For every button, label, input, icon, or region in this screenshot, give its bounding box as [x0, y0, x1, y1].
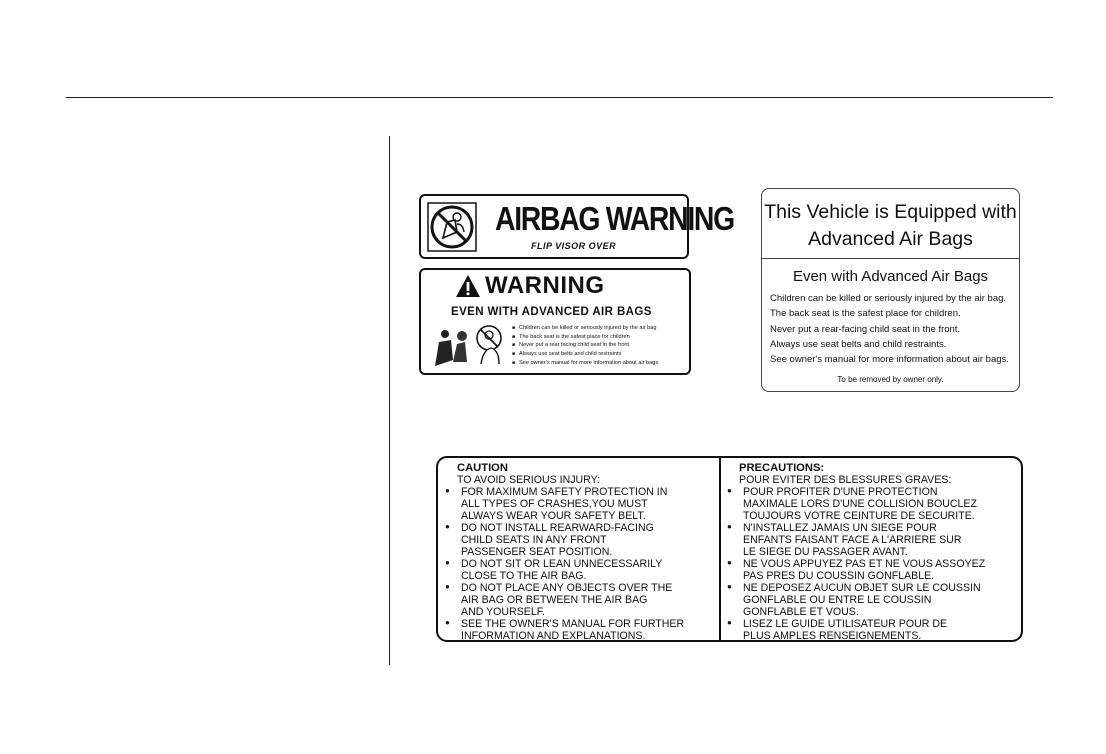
precautions-heading: PRECAUTIONS:	[739, 462, 825, 474]
warning-header	[455, 272, 605, 300]
caution-label	[436, 456, 1023, 642]
list-item: ● POUR PROFITER D'UNE PROTECTION MAXIMALE LORS D'UNE COLLISION BOUCLEZ TOUJOURS VOTRE CEINTURE DE SECURITE.	[727, 486, 985, 522]
child-seat-illustration-icon	[429, 322, 509, 370]
equipped-divider	[762, 258, 1019, 259]
caution-heading: CAUTION	[457, 462, 508, 474]
list-item: ● DO NOT PLACE ANY OBJECTS OVER THE AIR BAG OR BETWEEN THE AIR BAG AND YOURSELF.	[445, 582, 684, 618]
warning-label	[419, 268, 691, 375]
list-item: The back seat is the safest place for children.	[770, 308, 961, 320]
warning-subtitle: EVEN WITH ADVANCED AIR BAGS	[451, 306, 652, 318]
list-item: ● FOR MAXIMUM SAFETY PROTECTION IN ALL TYPES OF CRASHES,YOU MUST ALWAYS WEAR YOUR SAFETY BELT.	[445, 486, 684, 522]
visor-subtitle: FLIP VISOR OVER	[531, 241, 617, 251]
warning-list	[512, 324, 658, 368]
header-rule	[66, 97, 1053, 98]
equipped-list	[770, 291, 1009, 367]
equipped-title-line: Advanced Air Bags	[808, 228, 973, 250]
caution-list	[445, 486, 684, 642]
warning-triangle-icon	[455, 274, 481, 298]
list-item: ■ Children can be killed or seriously injured by the air bag	[512, 324, 658, 333]
list-item: ● SEE THE OWNER'S MANUAL FOR FURTHER INFORMATION AND EXPLANATIONS.	[445, 618, 684, 642]
caution-english	[445, 462, 684, 642]
list-item: ● NE VOUS APPUYEZ PAS ET NE VOUS ASSOYEZ PAS PRES DU COUSSIN GONFLABLE.	[727, 558, 985, 582]
precautions-list	[727, 486, 985, 642]
precautions-subheading: POUR EVITER DES BLESSURES GRAVES:	[739, 474, 952, 486]
list-item: ■ Never put a rear facing child seat in the front	[512, 341, 658, 350]
caution-french	[727, 462, 985, 642]
list-item: ■ See owner's manual for more information about air bags	[512, 359, 658, 368]
list-item: See owner's manual for more information about air bags.	[770, 354, 1009, 366]
list-item: Always use seat belts and child restraints.	[770, 338, 947, 350]
caution-divider	[719, 458, 721, 640]
list-item: ● NE DEPOSEZ AUCUN OBJET SUR LE COUSSIN GONFLABLE OU ENTRE LE COUSSIN GONFLABLE ET VOUS.	[727, 582, 985, 618]
caution-subheading: TO AVOID SERIOUS INJURY:	[457, 474, 601, 486]
equipped-subtitle: Even with Advanced Air Bags	[792, 268, 989, 285]
list-item: ■ Always use seat belts and child restraints	[512, 350, 658, 359]
list-item: Never put a rear-facing child seat in the front.	[770, 323, 961, 335]
column-divider	[389, 136, 390, 665]
list-item: Children can be killed or seriously injured by the air bag.	[770, 293, 1007, 304]
visor-title: AIRBAG WARNING	[495, 200, 734, 237]
no-child-seat-icon	[427, 202, 477, 252]
list-item: ● DO NOT SIT OR LEAN UNNECESSARILY CLOSE TO THE AIR BAG.	[445, 558, 684, 582]
list-item: ■ The back seat is the safest place for children	[512, 333, 658, 342]
equipped-title	[762, 199, 1019, 253]
equipped-title-line: This Vehicle is Equipped with	[764, 201, 1017, 223]
list-item: ● LISEZ LE GUIDE UTILISATEUR POUR DE PLUS AMPLES RENSEIGNEMENTS.	[727, 618, 985, 642]
airbag-visor-label	[419, 194, 734, 259]
advanced-airbag-label	[761, 188, 1020, 392]
list-item: ● N'INSTALLEZ JAMAIS UN SIEGE POUR ENFANTS FAISANT FACE A L'ARRIERE SUR LE SIEGE DU PASSAGER AVANT.	[727, 522, 985, 558]
list-item: ● DO NOT INSTALL REARWARD-FACING CHILD SEATS IN ANY FRONT PASSENGER SEAT POSITION.	[445, 522, 684, 558]
warning-title: WARNING	[485, 272, 605, 299]
equipped-note: To be removed by owner only.	[837, 375, 944, 384]
